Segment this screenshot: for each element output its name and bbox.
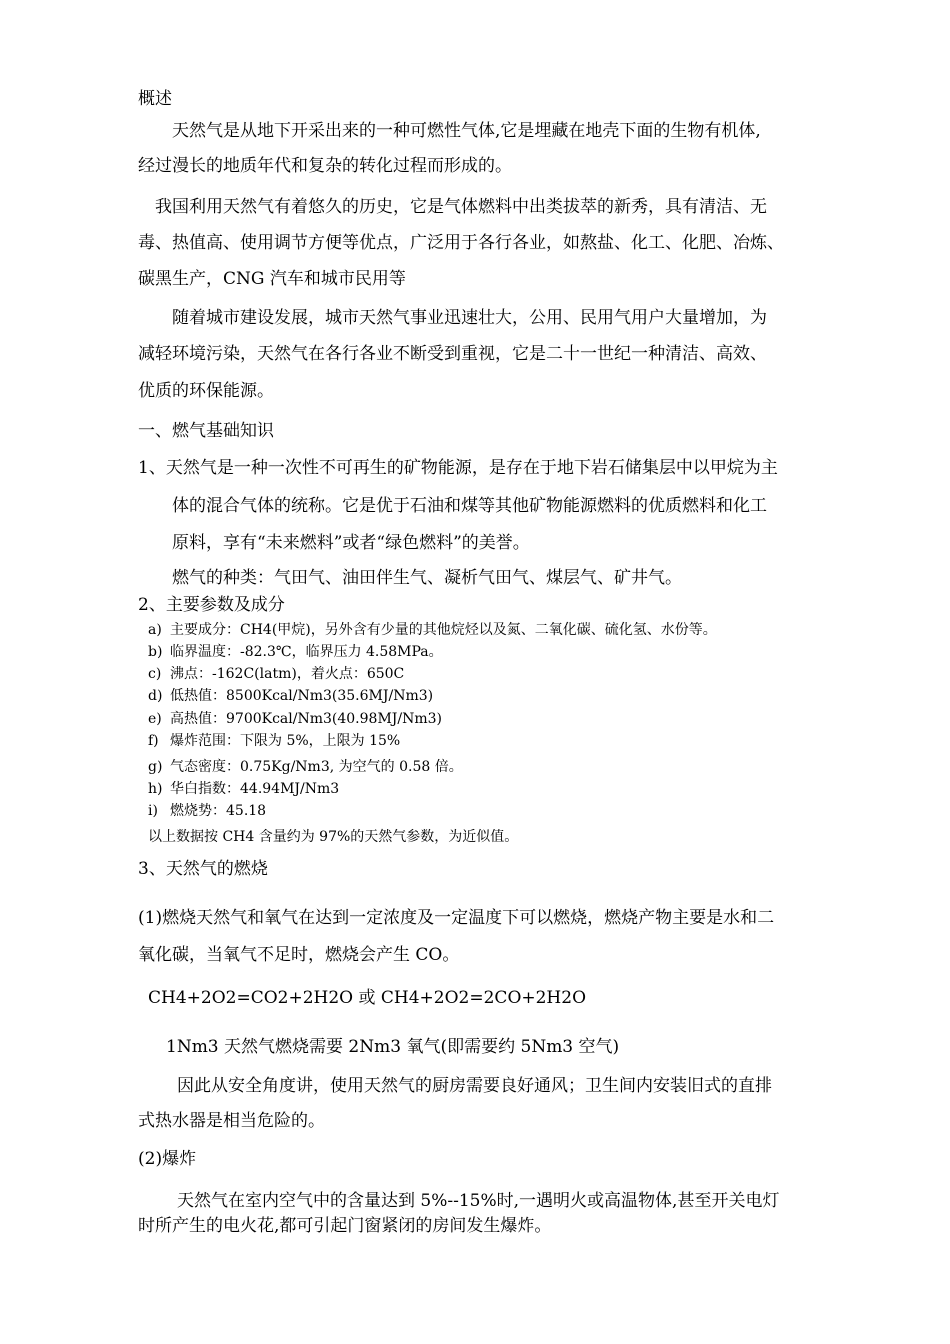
intro-p3-line2: 减轻环境污染，天然气在各行各业不断受到重视，它是二十一世纪一种清洁、高效、 xyxy=(138,344,767,364)
item1-line3: 原料，享有“未来燃料”或者“绿色燃料”的美誉。 xyxy=(172,533,530,553)
combustion-line1: (1)燃烧天然气和氧气在达到一定浓度及一定温度下可以燃烧，燃烧产物主要是水和二 xyxy=(138,908,775,928)
intro-p1-line1: 天然气是从地下开采出来的一种可燃性气体,它是埋藏在地壳下面的生物有机体, xyxy=(172,121,761,141)
param-c xyxy=(148,665,404,683)
param-text: 爆炸范围：下限为 5%，上限为 15% xyxy=(170,733,401,749)
intro-p3-line3: 优质的环保能源。 xyxy=(138,381,274,401)
explosion-line1: 天然气在室内空气中的含量达到 5%--15%时,一遇明火或高温物体,甚至开关电灯 xyxy=(177,1191,780,1211)
item3-title: 3、天然气的燃烧 xyxy=(138,859,268,879)
param-g xyxy=(148,758,463,776)
intro-p2-line3: 碳黑生产，CNG 汽车和城市民用等 xyxy=(138,269,406,289)
heading-overview: 概述 xyxy=(138,89,172,109)
list-marker: g) xyxy=(148,759,163,775)
list-marker: h) xyxy=(148,781,163,797)
param-text: 高热值：9700Kcal/Nm3(40.98MJ/Nm3) xyxy=(170,711,443,727)
param-h xyxy=(148,780,339,798)
item2-title: 2、主要参数及成分 xyxy=(138,595,285,615)
explosion-title: (2)爆炸 xyxy=(138,1149,197,1169)
list-marker: e) xyxy=(148,711,162,727)
param-d xyxy=(148,687,433,705)
list-marker: b) xyxy=(148,644,163,660)
list-marker: i) xyxy=(148,803,158,819)
param-a xyxy=(148,621,717,639)
param-text: 主要成分：CH4(甲烷)，另外含有少量的其他烷烃以及氮、二氧化碳、硫化氢、水份等。 xyxy=(170,622,717,638)
param-e xyxy=(148,710,442,728)
list-marker: a) xyxy=(148,622,162,638)
combustion-equation: CH4+2O2=CO2+2H2O 或 CH4+2O2=2CO+2H2O xyxy=(148,988,587,1008)
intro-p1-line2: 经过漫长的地质年代和复杂的转化过程而形成的。 xyxy=(138,156,512,176)
combustion-line2: 氧化碳，当氧气不足时，燃烧会产生 CO。 xyxy=(138,945,460,965)
list-marker: f) xyxy=(148,733,159,749)
param-text: 华白指数：44.94MJ/Nm3 xyxy=(170,781,340,797)
safety-line1: 因此从安全角度讲，使用天然气的厨房需要良好通风；卫生间内安装旧式的直排 xyxy=(177,1076,772,1096)
item1-line1: 1、天然气是一种一次性不可再生的矿物能源，是存在于地下岩石储集层中以甲烷为主 xyxy=(138,458,778,478)
param-text: 沸点：-162C(latm)，着火点：650C xyxy=(170,666,405,682)
intro-p2-line1: 我国利用天然气有着悠久的历史，它是气体燃料中出类拔萃的新秀，具有清洁、无 xyxy=(155,197,767,217)
param-text: 低热值：8500Kcal/Nm3(35.6MJ/Nm3) xyxy=(170,688,434,704)
param-text: 气态密度：0.75Kg/Nm3, 为空气的 0.58 倍。 xyxy=(170,759,463,775)
explosion-line2: 时所产生的电火花,都可引起门窗紧闭的房间发生爆炸。 xyxy=(138,1216,552,1236)
safety-line2: 式热水器是相当危险的。 xyxy=(138,1111,325,1131)
gas-kinds: 燃气的种类：气田气、油田伴生气、凝析气田气、煤层气、矿井气。 xyxy=(172,568,682,588)
list-marker: c) xyxy=(148,666,162,682)
param-b xyxy=(148,643,443,661)
param-f xyxy=(148,732,400,750)
params-note: 以上数据按 CH4 含量约为 97%的天然气参数，为近似值。 xyxy=(148,829,519,845)
list-marker: d) xyxy=(148,688,163,704)
intro-p3-line1: 随着城市建设发展，城市天然气事业迅速壮大，公用、民用气用户大量增加，为 xyxy=(172,308,767,328)
param-text: 燃烧势：45.18 xyxy=(170,803,267,819)
intro-p2-line2: 毒、热值高、使用调节方便等优点，广泛用于各行各业，如熬盐、化工、化肥、冶炼、 xyxy=(138,233,784,253)
param-text: 临界温度：-82.3℃，临界压力 4.58MPa。 xyxy=(170,644,443,660)
section1-title: 一、燃气基础知识 xyxy=(138,421,274,441)
oxygen-need: 1Nm3 天然气燃烧需要 2Nm3 氧气(即需要约 5Nm3 空气) xyxy=(166,1037,620,1057)
param-i xyxy=(148,802,266,820)
item1-line2: 体的混合气体的统称。它是优于石油和煤等其他矿物能源燃料的优质燃料和化工 xyxy=(172,496,767,516)
